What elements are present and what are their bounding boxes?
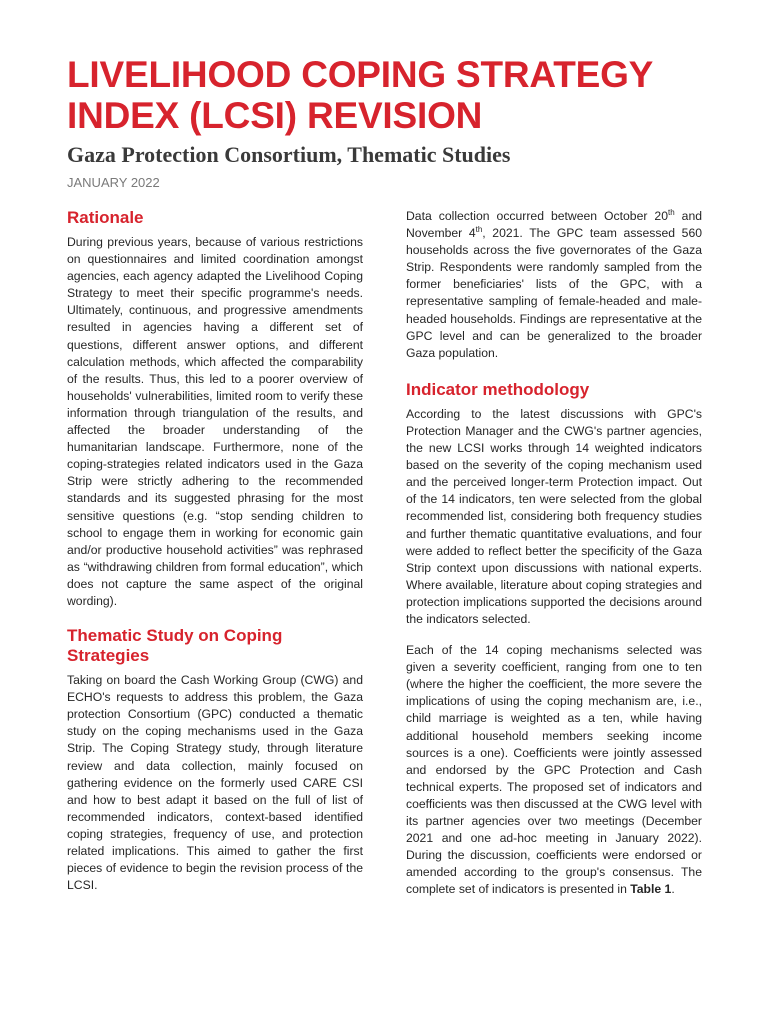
indicator-methodology-paragraph-2: Each of the 14 coping mechanisms selected was given a severity coefficient, ranging from one to ten (where the higher the coefficient, the more severe the implications of using the coping mechanism are, i.e., child marriage is weighted as a ten, while having additional household members seeking income sources is a one). Coefficients were jointly assessed and endorsed by the GPC Protection and Cash technical experts. The proposed set of indicators and coefficients was then discussed at the CWG level with its partner agencies over two meetings (December 2021 and one ad-hoc meeting in January 2022). During the discussion, coefficients were endorsed or amended according to the group's consensus. The complete set of indicators is presented in Table 1. (406, 643, 702, 897)
rationale-heading: Rationale (67, 208, 144, 227)
indicator-methodology-paragraph-1: According to the latest discussions with GPC's Protection Manager and the CWG's partner agencies, the new LCSI works through 14 weighted indicators based on the severity of the coping mechanism used and the perceived longer-term Protection impact. Out of the 14 indicators, ten were selected from the global recommended list, considering both frequency studies and further thematic quantitative evaluations, and four were added to reflect better the specificity of the Gaza Strip context upon discussions with national experts. Where available, literature about coping strategies and protection implications supported the decisions around the indicators selected. (406, 406, 702, 626)
document-title: LIVELIHOOD COPING STRATEGY INDEX (LCSI) REVISION (67, 54, 653, 136)
data-collection-paragraph: Data collection occurred between October 20th and November 4th, 2021. The GPC team assessed 560 households across the five governorates of the Gaza Strip. Respondents were randomly sampled from the former beneficiaries' lists of the GPC, with a representative sampling of female-headed and male-headed households. Findings are representative at the GPC level and can be generalized to the broader Gaza population. (406, 207, 702, 360)
table-1-reference: Table 1 (630, 882, 672, 897)
indicator-methodology-heading: Indicator methodology (406, 379, 590, 399)
publication-date: JANUARY 2022 (67, 175, 160, 190)
thematic-study-paragraph: Taking on board the Cash Working Group (CWG) and ECHO's requests to address this problem, the Gaza protection Consortium (GPC) conducted a thematic study on the coping mechanisms used in the Gaza Strip. The Coping Strategy study, through literature review and data collection, mainly focused on gathering evidence on the formerly used CARE CSI and how to best adapt it based on the full of list of recommended indicators, context-based identified coping strategies, frequency of use, and protection related implications. This aimed to gather the first pieces of evidence to begin the revision process of the LCSI. (67, 673, 363, 893)
left-column (67, 208, 363, 894)
thematic-study-heading: Thematic Study on Coping Strategies (67, 626, 283, 666)
right-column (406, 208, 702, 898)
document-subtitle: Gaza Protection Consortium, Thematic Studies (67, 142, 511, 167)
rationale-paragraph: During previous years, because of various restrictions on questionnaires and limited coordination amongst agencies, each agency adapted the Livelihood Coping Strategy to meet their specific programme's needs. Ultimately, continuous, and progressive amendments resulted in agencies having a different set of questions, different answer options, and different calculation methods, which affected the comparability of the results. Thus, this led to a poorer overview of households' vulnerabilities, limited room to verify these information through triangulation of the results, and affected the broader understanding of the humanitarian landscape. Furthermore, none of the coping-strategies related indicators used in the Gaza Strip were strictly adhering to the recommended standards and its suggested phrasing for the most sensitive questions (e.g. “stop sending children to school to engage them in working for economic gain and/or productive household activities” was rephrased as “withdrawing children from formal education”, which does not capture the same aspect of the original wording). (67, 235, 363, 608)
